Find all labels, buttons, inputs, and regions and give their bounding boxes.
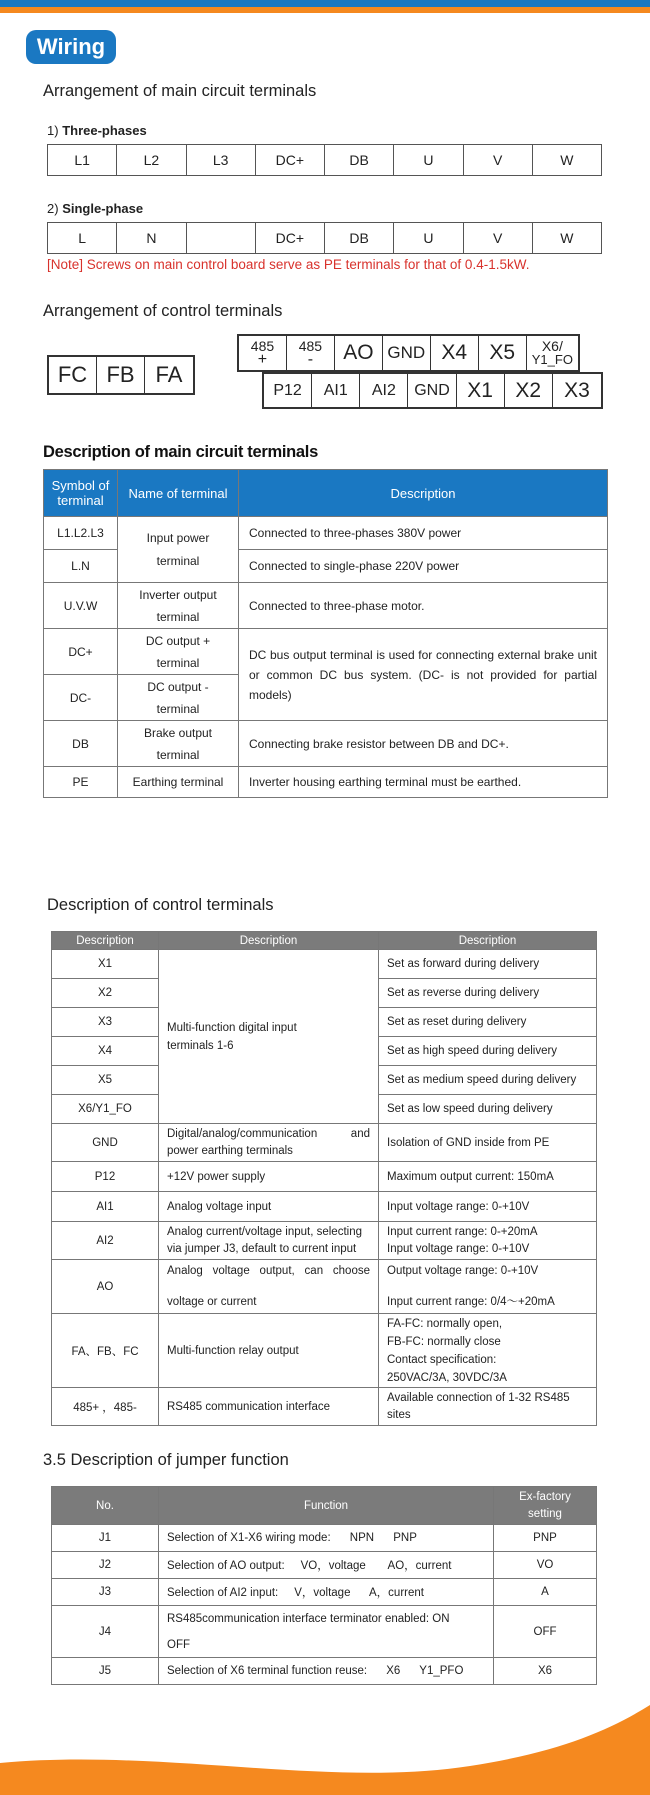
main-terminals-heading: Arrangement of main circuit terminals <box>43 82 317 100</box>
table-row: U.V.W <box>44 583 118 629</box>
top-accent-bar-orange <box>0 7 650 13</box>
top-accent-bar-blue <box>0 0 650 7</box>
control-terminal-cell: X4 <box>431 336 479 370</box>
terminal-cell: V <box>463 223 532 254</box>
control-desc-heading: Description of control terminals <box>47 896 274 914</box>
jumper-function-table: No. Function Ex-factory setting J1 Selection of X1-X6 wiring mode: NPN PNP PNP J2 Selection of AO output: VO，voltage AO，current VO J3 Selection of AI2 input: V，voltage A，current A J4 RS485communication interface terminator enabled: ON OFF OFF J5 Selection of X6 terminal function reuse: X6 Y1_PFO X6 <box>51 1486 597 1685</box>
terminal-cell: L1 <box>48 145 117 176</box>
control-terminal-description-table: Description Description Description X1 Multi-function digital input terminals 1-6 Set as forward during delivery X2 Set as reverse during delivery X3 Set as reset during delivery X4 Set as high speed during delivery X5 Set as medium speed during delivery X6/Y1_FO Set as low speed during delivery GND Digital/analog/communication and power earthing terminals Isolation of GND inside from PE P12 +12V power supply Maximum output current: 150mA AI1 Analog voltage input Input voltage range: 0-+10V AI2 Analog current/voltage input, selecting via jumper J3, default to current input Input current range: 0-+20mA Input voltage range: 0-+10V AO Analog voltage output, can choose voltage or current Output voltage range: 0-+10V Input current range: 0/4～+20mA FA、FB、FC Multi-function relay output FA-FC: normally open, FB-FC: normally close Contact specification: 250VAC/3A, 30VDC/3A 485+ ，485- RS485 communication interface Available connection of 1-32 RS485 sites <box>51 931 597 1426</box>
table-row: PE <box>44 767 118 798</box>
table-row: DC+ <box>44 629 118 675</box>
jumper-heading: 3.5 Description of jumper function <box>43 1451 289 1469</box>
table-row: P12 <box>52 1162 159 1192</box>
terminal-cell: W <box>532 145 601 176</box>
terminal-cell: U <box>394 145 463 176</box>
control-terminal-cell: P12 <box>264 374 312 407</box>
terminal-cell: W <box>532 223 601 254</box>
three-phase-label: 1) Three-phases <box>47 123 147 138</box>
table-row: J5 <box>52 1658 159 1685</box>
relay-terminal-cell: FA <box>155 362 183 387</box>
table-row: X3 Set as reset during delivery <box>52 1008 597 1037</box>
control-terminal-cell: AI2 <box>360 374 408 407</box>
single-phase-terminal-strip <box>47 222 602 254</box>
table-row: X4 Set as high speed during delivery <box>52 1037 597 1066</box>
table-row: FA、FB、FC <box>52 1314 159 1388</box>
pe-note: [Note] Screws on main control board serve as PE terminals for that of 0.4-1.5kW. <box>47 257 530 272</box>
table-row: 485+ ，485- <box>52 1388 159 1426</box>
table-row: X6/Y1_FO Set as low speed during delivery <box>52 1095 597 1124</box>
relay-terminal-cell: FB <box>97 357 145 393</box>
terminal-cell: L3 <box>186 145 255 176</box>
control-terminal-cell: 485 - <box>287 336 335 370</box>
single-phase-label: 2) Single-phase <box>47 201 144 216</box>
terminal-cell: DB <box>325 223 394 254</box>
terminal-cell: DC+ <box>255 223 324 254</box>
table-row: L.N <box>44 550 118 583</box>
relay-terminal-block <box>47 355 195 395</box>
table-row: X1 Multi-function digital input terminals 1-6 Set as forward during delivery <box>52 950 597 979</box>
table-row: X5 Set as medium speed during delivery <box>52 1066 597 1095</box>
control-terminal-cell: 485 + <box>239 336 287 370</box>
table-row: GND <box>52 1124 159 1162</box>
control-terminal-cell: GND <box>408 374 456 407</box>
terminal-cell: DB <box>325 145 394 176</box>
table-row: J3 <box>52 1579 159 1606</box>
terminal-cell: L <box>48 223 117 254</box>
table-row: DC- <box>44 675 118 721</box>
terminal-cell <box>186 223 255 254</box>
control-terminal-cell: X5 <box>479 336 527 370</box>
three-phase-terminal-strip <box>47 144 602 176</box>
header-symbol: Symbol of terminal <box>44 470 118 517</box>
main-circuit-description-table: Symbol of terminal Name of terminal Description L1.L2.L3 Input power terminal Connected to three-phases 380V power L.N Connected to single-phase 220V power U.V.W Inverter output terminal Connected to three-phase motor. DC+ DC output + terminal DC bus output terminal is used for connecting external brake unit or common DC bus system. (DC- is not provided for partial models) DC- DC output - terminal DB Brake output terminal Connecting brake resistor between DB and DC+. PE Earthing terminal Inverter housing earthing terminal must be earthed. <box>43 469 608 798</box>
control-terminal-cell: X3 <box>564 378 590 402</box>
control-terminal-cell: AO <box>335 336 383 370</box>
bottom-wave-decoration <box>0 1700 650 1795</box>
table-row: X2 Set as reverse during delivery <box>52 979 597 1008</box>
table-row: AO <box>52 1260 159 1314</box>
terminal-cell: DC+ <box>255 145 324 176</box>
control-terminal-cell: X1 <box>457 374 505 407</box>
control-terminal-cell: AI1 <box>312 374 360 407</box>
terminal-cell: U <box>394 223 463 254</box>
control-terminal-cell: X6/ Y1_FO <box>531 338 573 367</box>
terminal-cell: N <box>117 223 186 254</box>
control-terminal-cell: X2 <box>505 374 553 407</box>
table-row: AI2 <box>52 1222 159 1260</box>
control-terminals-heading: Arrangement of control terminals <box>43 302 283 320</box>
wiring-badge: Wiring <box>26 30 116 64</box>
table-row: J2 <box>52 1552 159 1579</box>
terminal-cell: L2 <box>117 145 186 176</box>
terminal-cell: V <box>463 145 532 176</box>
header-name: Name of terminal <box>118 470 239 517</box>
table-row: L1.L2.L3 <box>44 517 118 550</box>
control-terminal-bottom-row <box>262 372 603 409</box>
main-desc-heading: Description of main circuit terminals <box>43 443 318 461</box>
header-description: Description <box>239 470 608 517</box>
table-row: J4 <box>52 1606 159 1658</box>
control-terminal-top-row <box>237 334 580 372</box>
table-row: AI1 <box>52 1192 159 1222</box>
table-row: DB <box>44 721 118 767</box>
relay-terminal-cell: FC <box>49 357 97 393</box>
control-terminal-cell: GND <box>383 336 431 370</box>
table-row: J1 <box>52 1525 159 1552</box>
